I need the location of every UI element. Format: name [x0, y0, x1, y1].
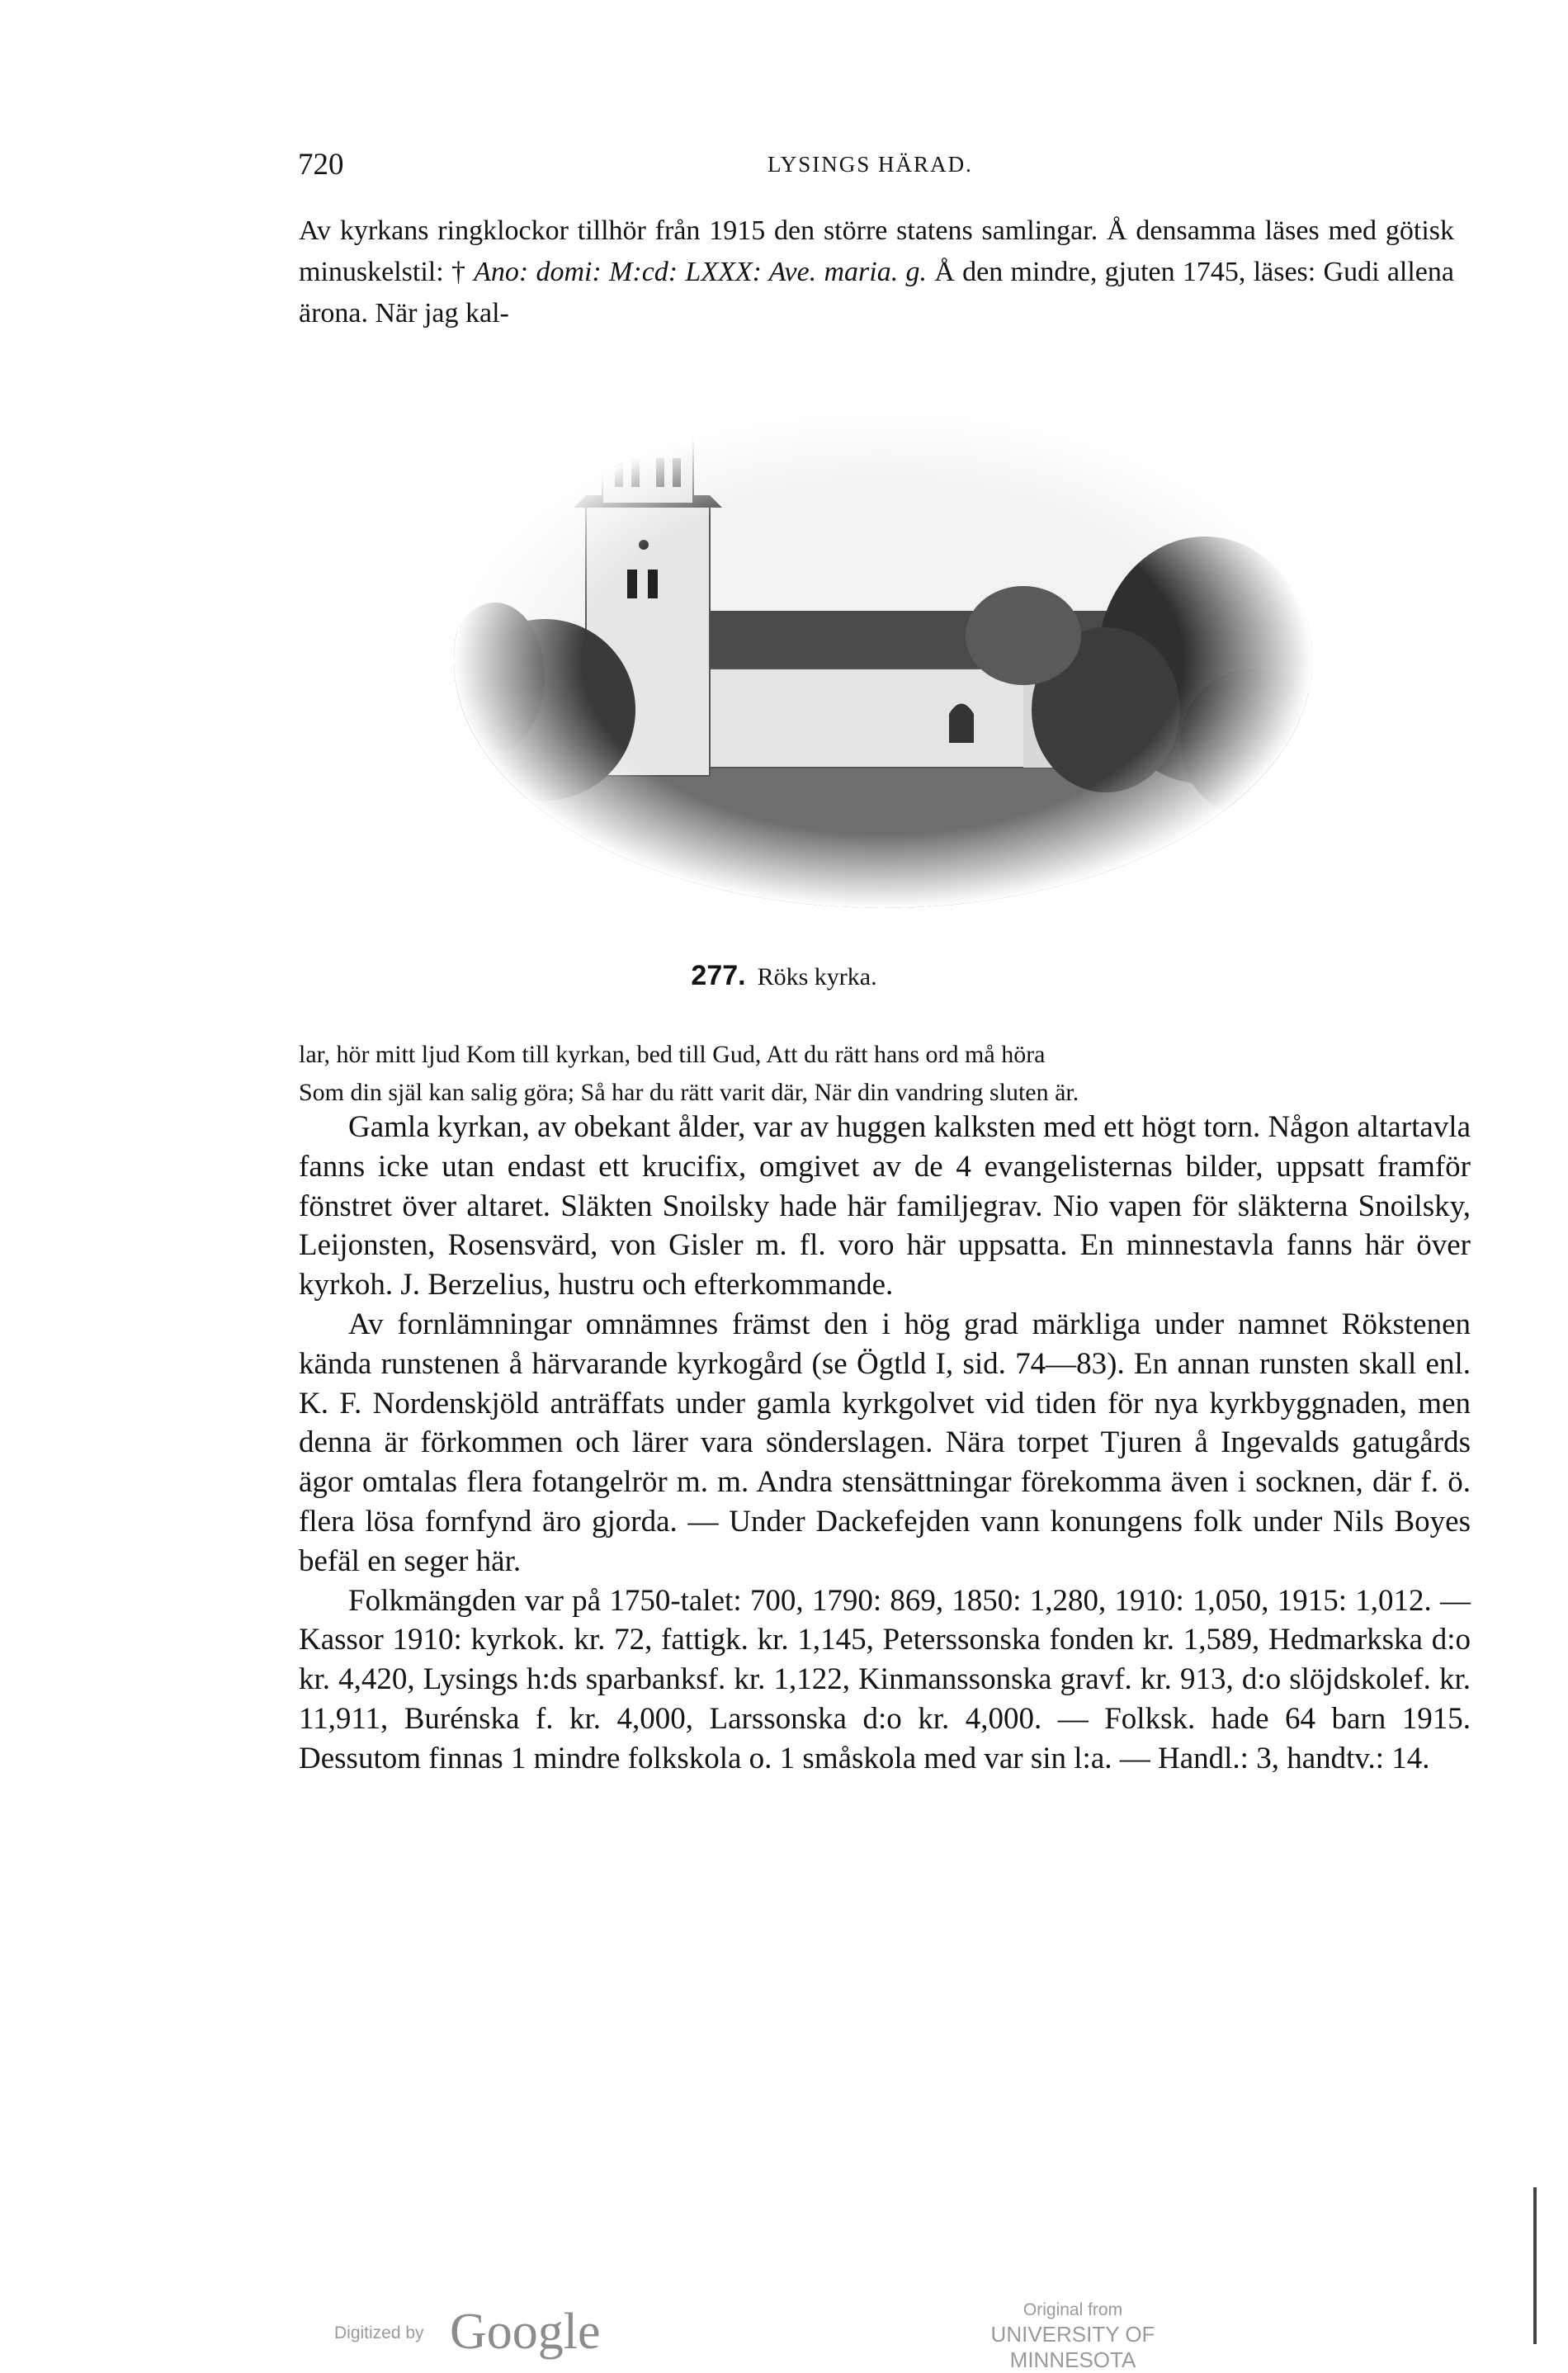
- digitized-by-label: Digitized by: [334, 2323, 424, 2342]
- intro-text-2: Å den mindre, gjuten 1745, läses: Gudi allena ärona. När jag kal-: [299, 257, 1454, 329]
- figure-caption-text: Röks kyrka.: [757, 963, 877, 990]
- paragraph: Av fornlämningar omnämnes främst den i hög grad märkliga under namnet Rökstenen kända runstenen å härvarande kyrkogård (se Ögtld I, sid. 74—83). En annan runsten skall enl. K. F. Nordenskjöld anträffats under gamla kyrkgolvet vid tiden för nya kyrkbyggnaden, men denna är förkommen och lärer vara sönderslagen. Nära torpet Tjuren å Ingevalds gatugårds ägor omtalas flera fotangelrör m. m. Andra stensättningar förekomma även i socknen, där f. ö. flera lösa fornfynd äro gjorda. — Under Dackefejden vann konungens folk under Nils Boyes befäl en seger här.: [299, 1307, 1471, 1578]
- church-illustration: [446, 363, 1320, 941]
- figure-caption: [0, 960, 1568, 992]
- bell-inscription: Ano: domi: M:cd: LXXX: Ave. maria. g.: [474, 257, 928, 287]
- inscription-verse: [299, 1036, 1471, 1112]
- paragraph: Gamla kyrkan, av obekant ålder, var av huggen kalksten med ett högt torn. Någon altartavla fanns icke utan endast ett krucifix, omgivet av de 4 evangelisternas bilder, uppsatt framför fönstret över altaret. Släkten Snoilsky hade här familjegrav. Nio vapen för släkterna Snoilsky, Leijonsten, Rosensvärd, von Gisler m. fl. voro här uppsatta. En minnestavla fanns här över kyrkoh. J. Berzelius, hustru och efterkommande.: [299, 1110, 1471, 1302]
- verse-line: Som din själ kan salig göra; Så har du rätt varit där, När din vandring sluten är.: [299, 1079, 1079, 1106]
- google-logo: Google: [450, 2304, 601, 2360]
- figure-number: 277.: [691, 960, 746, 991]
- running-head: LYSINGS HÄRAD.: [767, 152, 973, 177]
- body-text: [299, 1108, 1471, 1779]
- source-attribution: [953, 2300, 1193, 2373]
- intro-paragraph: [299, 210, 1454, 334]
- page-number: 720: [298, 148, 344, 182]
- original-from-label: Original from: [1023, 2300, 1123, 2319]
- paragraph: Folkmängden var på 1750-talet: 700, 1790: 869, 1850: 1,280, 1910: 1,050, 1915: 1,012. — Kassor 1910: kyrkok. kr. 72, fattigk. kr. 1,145, Peterssonska fonden kr. 1,589, Hedmarkska d:o kr. 4,420, Lysings h:ds sparbanksf. kr. 1,122, Kinmanssonska gravf. kr. 913, d:o slöjdskolef. kr. 11,911, Burénska f. kr. 4,000, Larssonska d:o kr. 4,000. — Folksk. hade 64 barn 1915. Dessutom finnas 1 mindre folkskola o. 1 småskola med var sin l:a. — Handl.: 3, handtv.: 14.: [299, 1583, 1471, 1775]
- scan-edge-mark: [1533, 2187, 1537, 2344]
- verse-line: lar, hör mitt ljud Kom till kyrkan, bed till Gud, Att du rätt hans ord må höra: [299, 1041, 1046, 1068]
- intro-text-1: Av kyrkans ringklockor tillhör från 1915 den större statens samlingar. Å densamma läses med götisk minuskelstil: †: [299, 215, 1454, 287]
- institution-name: UNIVERSITY OF MINNESOTA: [990, 2322, 1155, 2372]
